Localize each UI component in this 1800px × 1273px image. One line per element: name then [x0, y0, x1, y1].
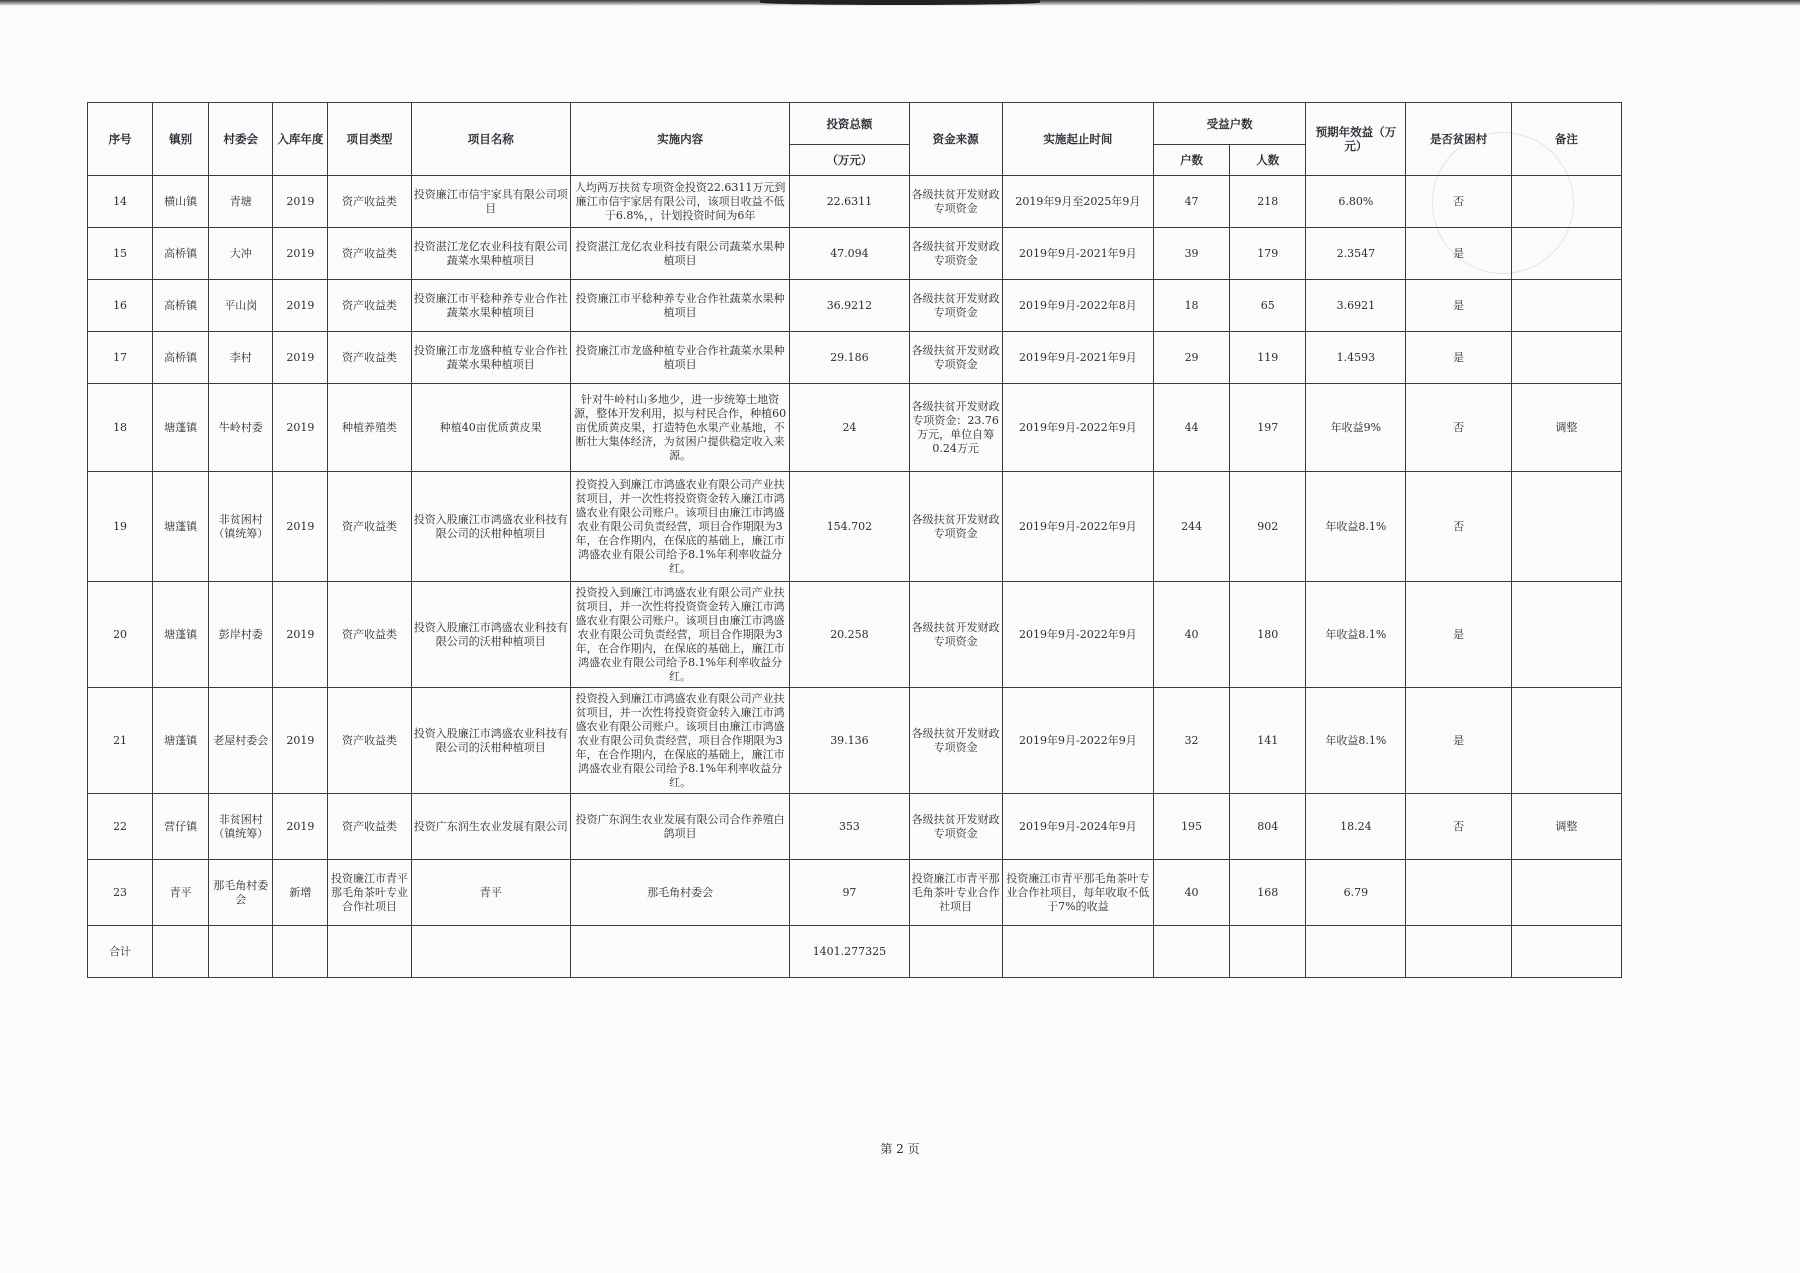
- cell-income: 年收益8.1%: [1306, 688, 1406, 794]
- cell-poor: 否: [1406, 794, 1511, 860]
- cell-households: 195: [1154, 794, 1230, 860]
- cell-income: 6.79: [1306, 860, 1406, 926]
- cell-people: 179: [1230, 228, 1306, 280]
- table-row: [88, 472, 1622, 582]
- header-poor: 是否贫困村: [1406, 103, 1511, 176]
- cell-households: 40: [1154, 582, 1230, 688]
- cell-name: 青平: [411, 860, 570, 926]
- cell-no: 21: [88, 688, 153, 794]
- header-income: 预期年效益（万元）: [1306, 103, 1406, 176]
- cell-period: 投资廉江市青平那毛角茶叶专业合作社项目，每年收取不低于7%的收益: [1002, 860, 1153, 926]
- cell-village: 大冲: [209, 228, 273, 280]
- cell-content: 人均两万扶贫专项资金投资22.6311万元到廉江市信宇家居有限公司，该项目收益不低于6.8%，，计划投资时间为6年: [570, 176, 789, 228]
- cell-no: 20: [88, 582, 153, 688]
- cell-no: 14: [88, 176, 153, 228]
- cell-remark: [1511, 688, 1621, 794]
- cell-remark: [1511, 860, 1621, 926]
- cell-type: 投资廉江市青平那毛角茶叶专业合作社项目: [328, 860, 411, 926]
- cell-no: 17: [88, 332, 153, 384]
- cell-village: 非贫困村（镇统筹）: [209, 472, 273, 582]
- total-row: [88, 926, 1622, 978]
- cell-invest: 24: [790, 384, 909, 472]
- table-row: [88, 688, 1622, 794]
- page-number: 第 2 页: [880, 1142, 920, 1156]
- cell-invest: 36.9212: [790, 280, 909, 332]
- cell-town: 塘蓬镇: [153, 472, 209, 582]
- cell-invest: 20.258: [790, 582, 909, 688]
- cell-town: 横山镇: [153, 176, 209, 228]
- cell-content: 投资投入到廉江市鸿盛农业有限公司产业扶贫项目，并一次性将投资资金转入廉江市鸿盛农业有限公司账户。该项目由廉江市鸿盛农业有限公司负责经营，项目合作期限为3年，在合作期内，在保底的基础上，廉江市鸿盛农业有限公司给予8.1%年利率收益分红。: [570, 582, 789, 688]
- cell-income: 6.80%: [1306, 176, 1406, 228]
- cell-fund: 各级扶贫开发财政专项资金: [909, 228, 1002, 280]
- scan-shadow: [760, 0, 1040, 5]
- header-people: 人数: [1230, 145, 1306, 176]
- table-row: [88, 280, 1622, 332]
- cell-no: 23: [88, 860, 153, 926]
- cell-income: 1.4593: [1306, 332, 1406, 384]
- cell-village: 牛岭村委: [209, 384, 273, 472]
- header-remark: 备注: [1511, 103, 1621, 176]
- header-content: 实施内容: [570, 103, 789, 176]
- cell-remark: [1511, 280, 1621, 332]
- table-row: [88, 384, 1622, 472]
- table-row: [88, 582, 1622, 688]
- cell-content: 那毛角村委会: [570, 860, 789, 926]
- cell-invest: 29.186: [790, 332, 909, 384]
- cell-poor: 是: [1406, 688, 1511, 794]
- cell-name: 投资入股廉江市鸿盛农业科技有限公司的沃柑种植项目: [411, 582, 570, 688]
- cell-town: 塘蓬镇: [153, 688, 209, 794]
- cell-type: 资产收益类: [328, 688, 411, 794]
- cell-people: 119: [1230, 332, 1306, 384]
- cell-town: 营仔镇: [153, 794, 209, 860]
- cell-content: 投资湛江龙亿农业科技有限公司蔬菜水果种植项目: [570, 228, 789, 280]
- cell-village: 彭岸村委: [209, 582, 273, 688]
- cell-people: 65: [1230, 280, 1306, 332]
- cell-year: 2019: [273, 472, 328, 582]
- cell-year: 2019: [273, 384, 328, 472]
- cell-no: 19: [88, 472, 153, 582]
- cell-people: 141: [1230, 688, 1306, 794]
- cell-type: 资产收益类: [328, 176, 411, 228]
- cell-households: 40: [1154, 860, 1230, 926]
- cell-poor: 否: [1406, 472, 1511, 582]
- cell-period: 2019年9月-2024年9月: [1002, 794, 1153, 860]
- header-year: 入库年度: [273, 103, 328, 176]
- cell-type: 资产收益类: [328, 472, 411, 582]
- cell-income: 3.6921: [1306, 280, 1406, 332]
- cell-year: 2019: [273, 332, 328, 384]
- cell-income: 年收益8.1%: [1306, 582, 1406, 688]
- cell-fund: 各级扶贫开发财政专项资金：23.76万元，单位自筹0.24万元: [909, 384, 1002, 472]
- cell-name: 投资湛江龙亿农业科技有限公司蔬菜水果种植项目: [411, 228, 570, 280]
- cell-fund: 各级扶贫开发财政专项资金: [909, 794, 1002, 860]
- cell-period: 2019年9月-2022年9月: [1002, 582, 1153, 688]
- cell-content: 针对牛岭村山多地少，进一步统筹土地资源，整体开发利用，拟与村民合作，种植60亩优质黄皮果，打造特色水果产业基地，不断壮大集体经济，为贫困户提供稳定收入来源。: [570, 384, 789, 472]
- cell-remark: [1511, 176, 1621, 228]
- cell-poor: 是: [1406, 332, 1511, 384]
- cell-fund: 各级扶贫开发财政专项资金: [909, 176, 1002, 228]
- cell-poor: 否: [1406, 176, 1511, 228]
- header-period: 实施起止时间: [1002, 103, 1153, 176]
- header-no: 序号: [88, 103, 153, 176]
- cell-type: 资产收益类: [328, 794, 411, 860]
- cell-fund: 各级扶贫开发财政专项资金: [909, 688, 1002, 794]
- cell-type: 种植养殖类: [328, 384, 411, 472]
- cell-period: 2019年9月至2025年9月: [1002, 176, 1153, 228]
- cell-people: 197: [1230, 384, 1306, 472]
- cell-village: 老屋村委会: [209, 688, 273, 794]
- cell-type: 资产收益类: [328, 582, 411, 688]
- header-fund: 资金来源: [909, 103, 1002, 176]
- cell-invest: 47.094: [790, 228, 909, 280]
- cell-poor: 是: [1406, 280, 1511, 332]
- cell-remark: 调整: [1511, 794, 1621, 860]
- cell-households: 32: [1154, 688, 1230, 794]
- cell-content: 投资廉江市平稔种养专业合作社蔬菜水果种植项目: [570, 280, 789, 332]
- cell-invest: 154.702: [790, 472, 909, 582]
- cell-income: 年收益9%: [1306, 384, 1406, 472]
- cell-no: 15: [88, 228, 153, 280]
- cell-type: 资产收益类: [328, 228, 411, 280]
- cell-content: 投资投入到廉江市鸿盛农业有限公司产业扶贫项目，并一次性将投资资金转入廉江市鸿盛农业有限公司账户。该项目由廉江市鸿盛农业有限公司负责经营，项目合作期限为3年，在合作期内，在保底的基础上，廉江市鸿盛农业有限公司给予8.1%年利率收益分红。: [570, 472, 789, 582]
- header-invest-unit: （万元）: [790, 145, 909, 176]
- cell-fund: 各级扶贫开发财政专项资金: [909, 280, 1002, 332]
- cell-poor: 是: [1406, 582, 1511, 688]
- cell-name: 投资广东润生农业发展有限公司: [411, 794, 570, 860]
- cell-remark: [1511, 582, 1621, 688]
- cell-period: 2019年9月-2022年8月: [1002, 280, 1153, 332]
- cell-village: 那毛角村委会: [209, 860, 273, 926]
- cell-households: 29: [1154, 332, 1230, 384]
- cell-invest: 353: [790, 794, 909, 860]
- table-row: [88, 176, 1622, 228]
- cell-year: 新增: [273, 860, 328, 926]
- cell-period: 2019年9月-2021年9月: [1002, 228, 1153, 280]
- cell-town: 高桥镇: [153, 228, 209, 280]
- cell-town: 塘蓬镇: [153, 582, 209, 688]
- cell-poor: 否: [1406, 384, 1511, 472]
- cell-households: 47: [1154, 176, 1230, 228]
- cell-name: 投资廉江市平稔种养专业合作社蔬菜水果种植项目: [411, 280, 570, 332]
- header-households: 户数: [1154, 145, 1230, 176]
- cell-content: 投资投入到廉江市鸿盛农业有限公司产业扶贫项目，并一次性将投资资金转入廉江市鸿盛农业有限公司账户。该项目由廉江市鸿盛农业有限公司负责经营，项目合作期限为3年，在合作期内，在保底的基础上，廉江市鸿盛农业有限公司给予8.1%年利率收益分红。: [570, 688, 789, 794]
- cell-poor: [1406, 860, 1511, 926]
- cell-year: 2019: [273, 582, 328, 688]
- cell-people: 168: [1230, 860, 1306, 926]
- total-label: 合计: [88, 926, 153, 978]
- cell-year: 2019: [273, 794, 328, 860]
- cell-fund: 各级扶贫开发财政专项资金: [909, 332, 1002, 384]
- cell-name: 投资廉江市信宇家具有限公司项目: [411, 176, 570, 228]
- header-name: 项目名称: [411, 103, 570, 176]
- cell-town: 高桥镇: [153, 280, 209, 332]
- cell-no: 22: [88, 794, 153, 860]
- cell-invest: 39.136: [790, 688, 909, 794]
- cell-type: 资产收益类: [328, 280, 411, 332]
- cell-period: 2019年9月-2022年9月: [1002, 688, 1153, 794]
- cell-remark: [1511, 472, 1621, 582]
- total-invest: 1401.277325: [790, 926, 909, 978]
- cell-poor: 是: [1406, 228, 1511, 280]
- cell-period: 2019年9月-2021年9月: [1002, 332, 1153, 384]
- cell-year: 2019: [273, 280, 328, 332]
- cell-households: 18: [1154, 280, 1230, 332]
- cell-income: 年收益8.1%: [1306, 472, 1406, 582]
- project-table: [87, 102, 1622, 978]
- cell-fund: 各级扶贫开发财政专项资金: [909, 582, 1002, 688]
- cell-no: 18: [88, 384, 153, 472]
- cell-remark: 调整: [1511, 384, 1621, 472]
- table-row: [88, 794, 1622, 860]
- cell-period: 2019年9月-2022年9月: [1002, 472, 1153, 582]
- header-invest: 投资总额: [790, 103, 909, 145]
- table-row: [88, 228, 1622, 280]
- cell-village: 非贫困村（镇统筹）: [209, 794, 273, 860]
- header-beneficiaries: 受益户数: [1154, 103, 1306, 145]
- cell-income: 2.3547: [1306, 228, 1406, 280]
- cell-content: 投资廉江市龙盛种植专业合作社蔬菜水果种植项目: [570, 332, 789, 384]
- cell-name: 投资入股廉江市鸿盛农业科技有限公司的沃柑种植项目: [411, 688, 570, 794]
- cell-town: 青平: [153, 860, 209, 926]
- cell-households: 39: [1154, 228, 1230, 280]
- cell-income: 18.24: [1306, 794, 1406, 860]
- cell-year: 2019: [273, 688, 328, 794]
- cell-town: 塘蓬镇: [153, 384, 209, 472]
- cell-name: 投资廉江市龙盛种植专业合作社蔬菜水果种植项目: [411, 332, 570, 384]
- cell-village: 李村: [209, 332, 273, 384]
- cell-people: 218: [1230, 176, 1306, 228]
- cell-people: 902: [1230, 472, 1306, 582]
- cell-year: 2019: [273, 176, 328, 228]
- cell-village: 青塘: [209, 176, 273, 228]
- cell-content: 投资广东润生农业发展有限公司合作养殖白鸽项目: [570, 794, 789, 860]
- header-village: 村委会: [209, 103, 273, 176]
- cell-type: 资产收益类: [328, 332, 411, 384]
- cell-no: 16: [88, 280, 153, 332]
- header-type: 项目类型: [328, 103, 411, 176]
- cell-households: 244: [1154, 472, 1230, 582]
- cell-fund: 投资廉江市青平那毛角茶叶专业合作社项目: [909, 860, 1002, 926]
- cell-invest: 97: [790, 860, 909, 926]
- cell-name: 种植40亩优质黄皮果: [411, 384, 570, 472]
- cell-remark: [1511, 332, 1621, 384]
- cell-village: 平山岗: [209, 280, 273, 332]
- cell-fund: 各级扶贫开发财政专项资金: [909, 472, 1002, 582]
- table-row: [88, 860, 1622, 926]
- cell-town: 高桥镇: [153, 332, 209, 384]
- cell-people: 804: [1230, 794, 1306, 860]
- cell-year: 2019: [273, 228, 328, 280]
- cell-invest: 22.6311: [790, 176, 909, 228]
- cell-households: 44: [1154, 384, 1230, 472]
- cell-name: 投资入股廉江市鸿盛农业科技有限公司的沃柑种植项目: [411, 472, 570, 582]
- cell-remark: [1511, 228, 1621, 280]
- cell-people: 180: [1230, 582, 1306, 688]
- table-row: [88, 332, 1622, 384]
- header-town: 镇别: [153, 103, 209, 176]
- cell-period: 2019年9月-2022年9月: [1002, 384, 1153, 472]
